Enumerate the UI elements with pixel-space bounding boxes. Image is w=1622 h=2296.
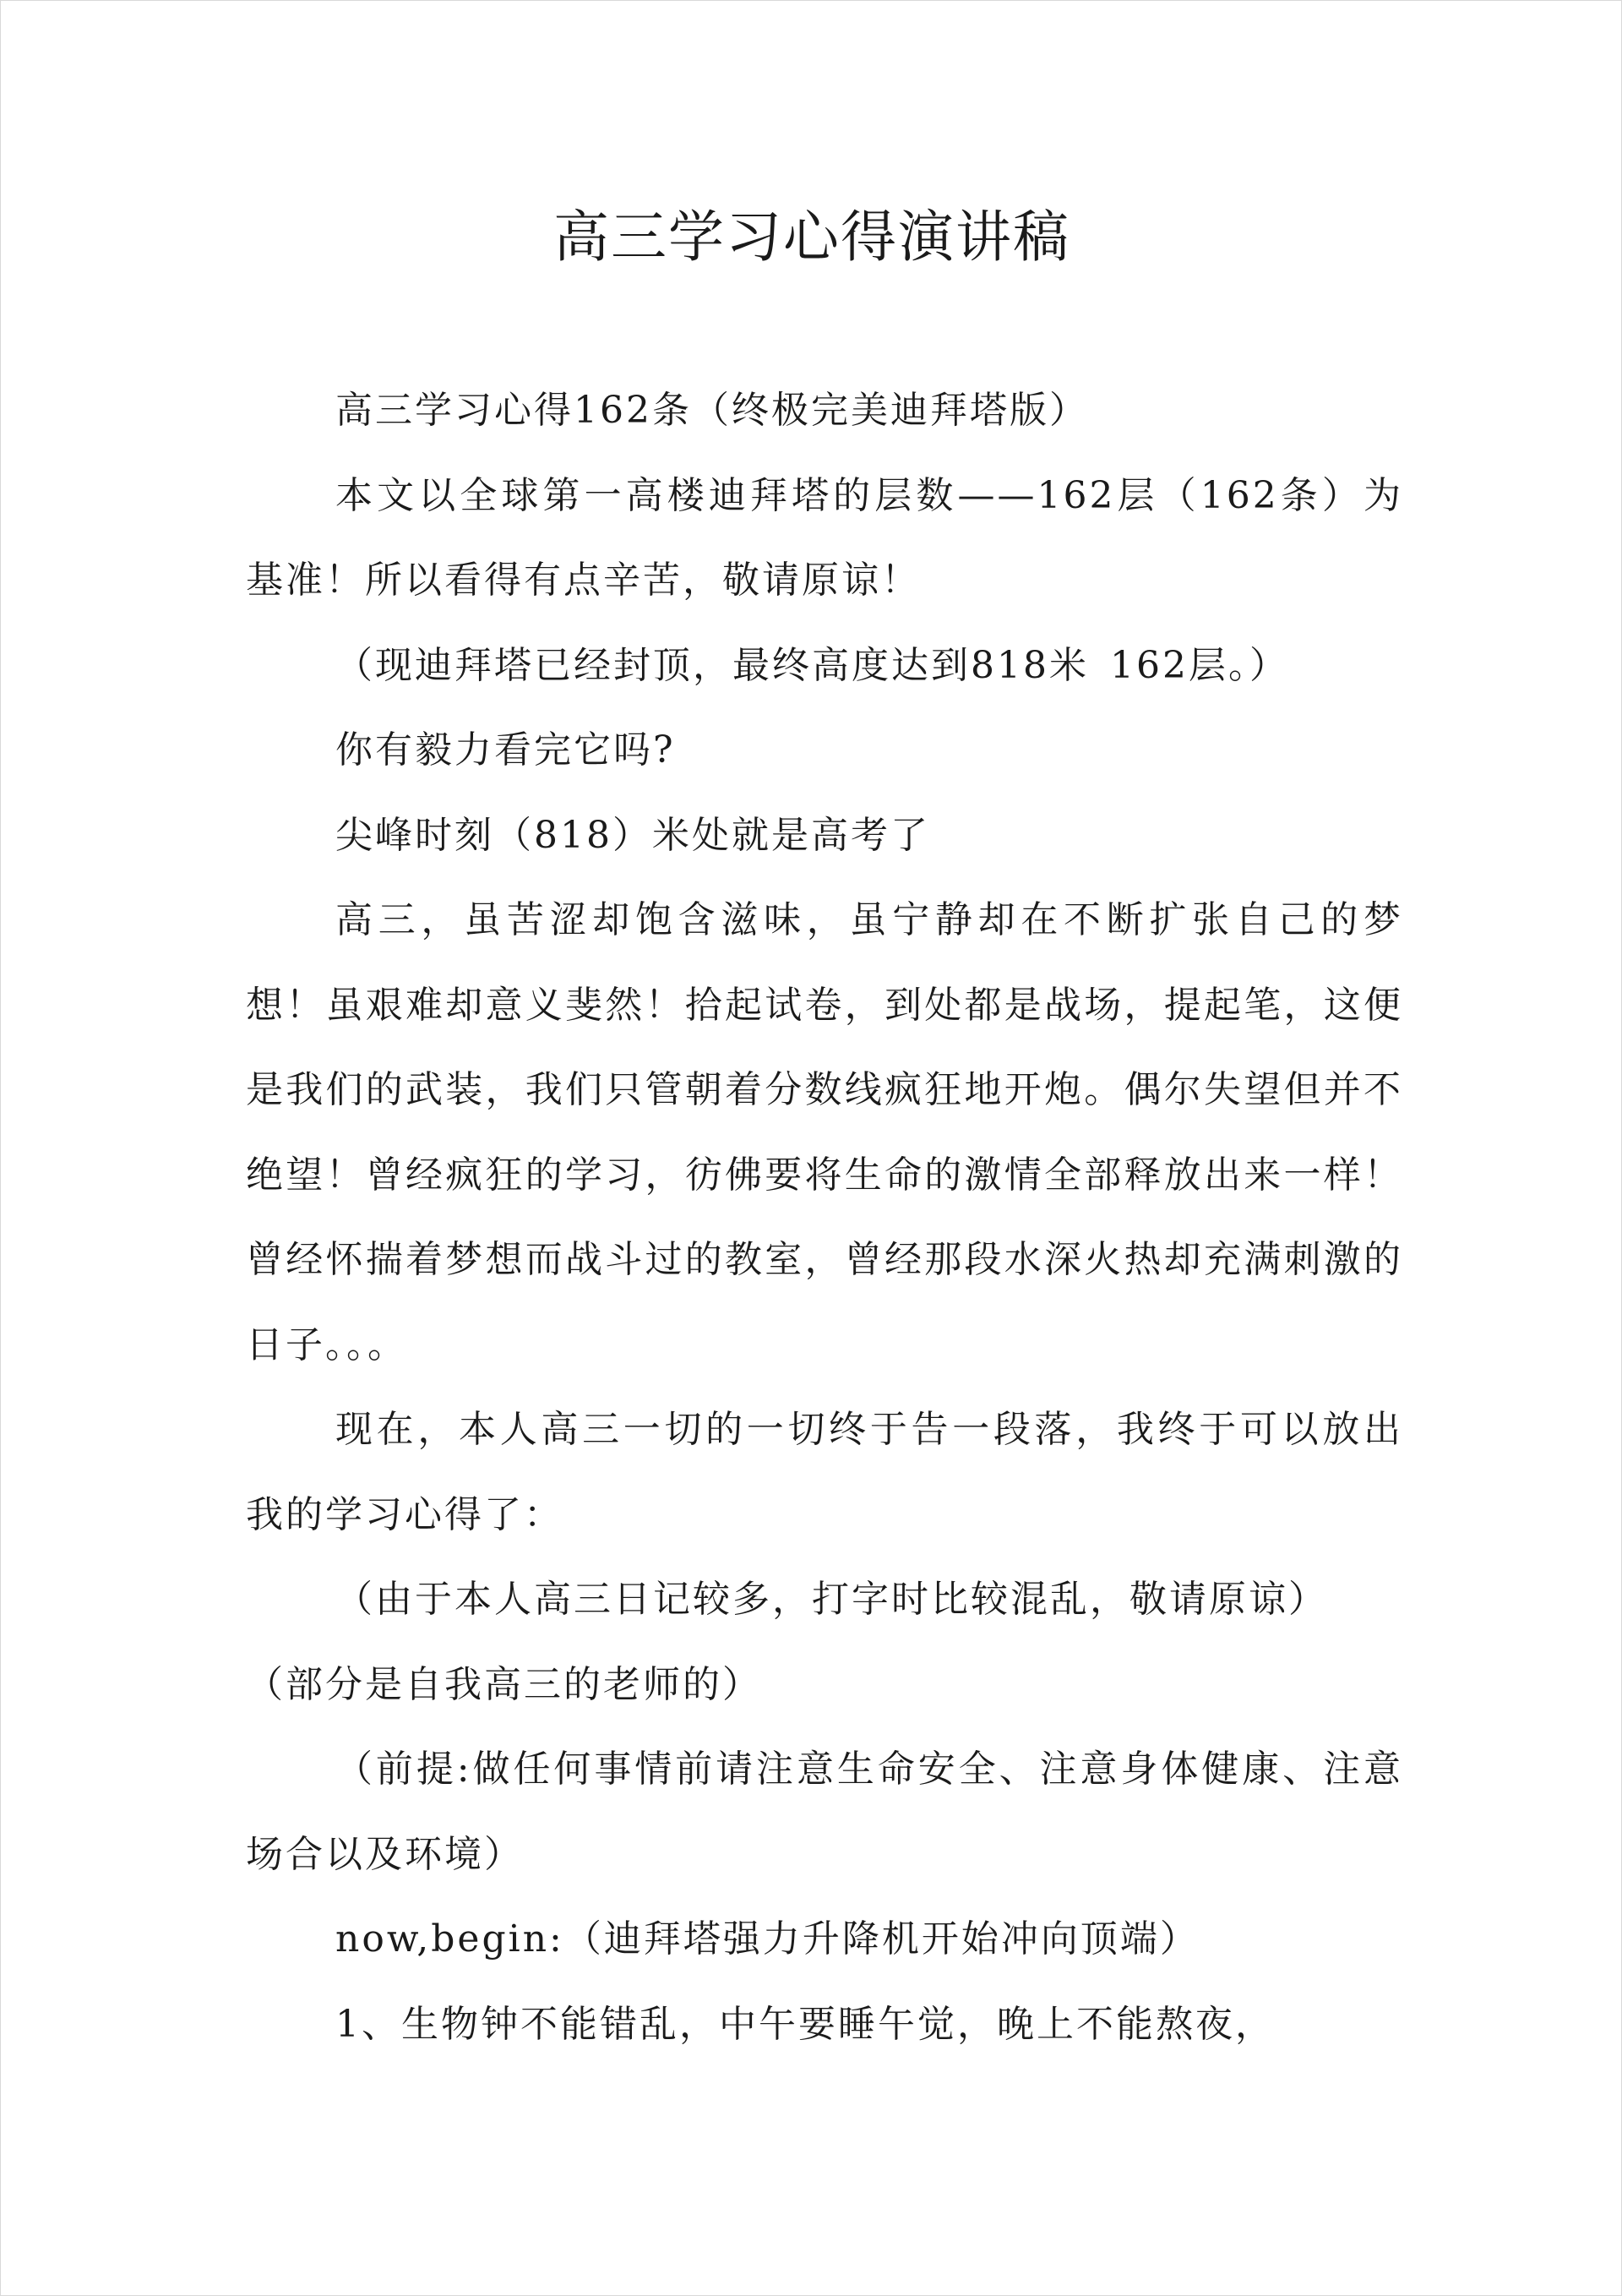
document-title: 高三学习心得演讲稿 — [553, 205, 1070, 270]
paragraph: （前提:做任何事情前请注意生命安全、注意身体健康、注意场合以及环境） — [246, 1748, 1403, 1876]
paragraph: 现在，本人高三一切的一切终于告一段落，我终于可以放出我的学习心得了： — [246, 1408, 1403, 1536]
paragraph: （现迪拜塔已经封顶，最终高度达到818米 162层。） — [335, 643, 1289, 687]
paragraph: now,begin:（迪拜塔强力升降机开始冲向顶端） — [335, 1917, 1200, 1961]
paragraph: 本文以全球第一高楼迪拜塔的层数——162层（162条）为基准！所以看得有点辛苦，敬请原谅！ — [246, 473, 1403, 602]
paragraph: 高三，虽苦涩却饱含滋味，虽宁静却在不断扩张自己的梦想！虽艰难却意义斐然！拾起试卷，到处都是战场，提起笔，这便是我们的武装，我们只管朝着分数线疯狂地开炮。偶尔失望但并不绝望！曾经疯狂的学习，彷佛要将生命的激情全部释放出来一样！曾经怀揣着梦想而战斗过的教室，曾经那段水深火热却充满刺激的日子。。。 — [246, 898, 1403, 1366]
paragraph: （部分是自我高三的老师的） — [246, 1662, 762, 1706]
paragraph: （由于本人高三日记较多，打字时比较混乱，敬请原谅） — [335, 1578, 1328, 1621]
paragraph: 尖峰时刻（818）米处就是高考了 — [335, 813, 930, 857]
document-body — [246, 368, 1403, 2067]
paragraph: 1、生物钟不能错乱，中午要睡午觉，晚上不能熬夜， — [335, 2002, 1275, 2046]
paragraph: 高三学习心得162条（终极完美迪拜塔版） — [335, 389, 1089, 432]
paragraph: 你有毅力看完它吗? — [335, 728, 676, 772]
